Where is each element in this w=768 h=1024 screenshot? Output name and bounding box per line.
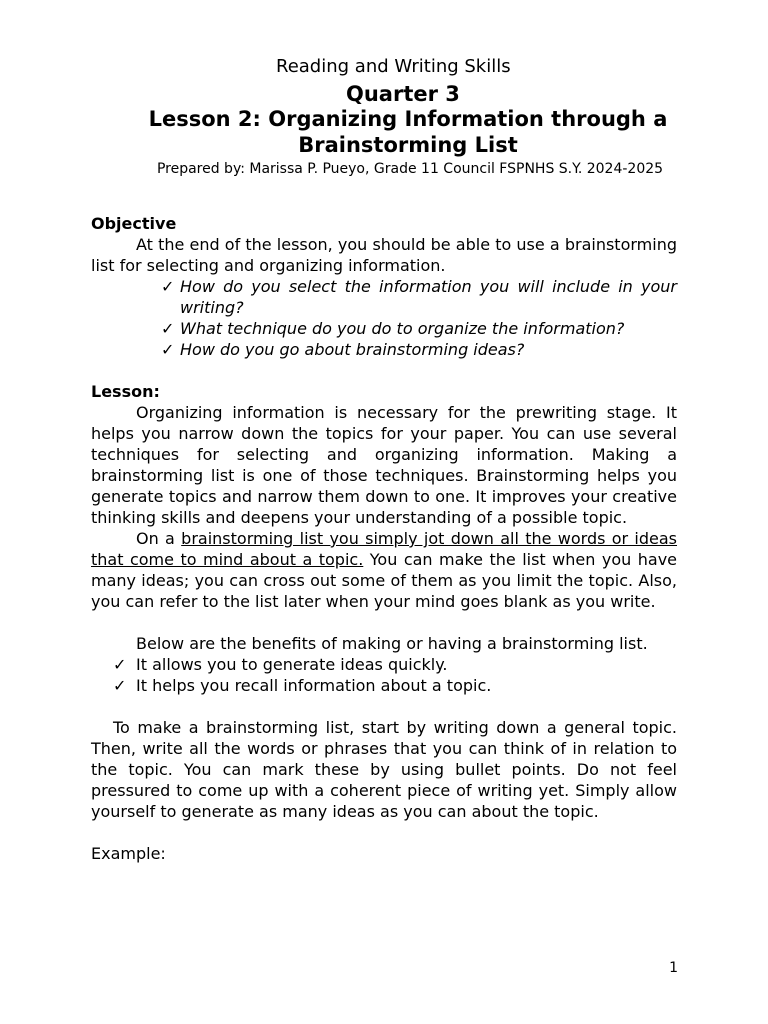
list-item: ✓ It helps you recall information about a topic. [113, 676, 492, 695]
check-icon: ✓ [161, 340, 175, 359]
benefits-list [91, 654, 677, 696]
check-icon: ✓ [161, 277, 175, 296]
check-icon: ✓ [161, 319, 175, 338]
objective-text: At the end of the lesson, you should be able to use a brainstorming list for selecting and organizing information. [91, 235, 677, 275]
document-body [91, 213, 677, 864]
lesson-paragraph-2: On a brainstorming list you simply jot down all the words or ideas that come to mind about a topic. You can make the list when you have many ideas; you can cross out some of them as you limit the topic. Also, you can refer to the list later when your mind goes blank as you write. [91, 529, 678, 611]
list-item: ✓ It allows you to generate ideas quickly. [113, 655, 448, 674]
page-number: 1 [669, 960, 678, 976]
list-item: ✓ How do you select the information you will include in your writing? [161, 277, 677, 317]
lesson-title: Lesson 2: Organizing Information through a Brainstorming List [148, 107, 668, 157]
quarter-label: Quarter 3 [346, 82, 460, 106]
objective-heading: Objective [91, 214, 177, 233]
list-item: ✓ What technique do you do to organize the information? [161, 319, 625, 338]
lesson-paragraph-1: Organizing information is necessary for the prewriting stage. It helps you narrow down the topics for your paper. You can use several techniques for selecting and organizing information. Making a brainstorming list is one of those techniques. Brainstorming helps you generate topics and narrow them down to one. It improves your creative thinking skills and deepens your understanding of a possible topic. [91, 403, 677, 527]
lesson-heading: Lesson: [91, 382, 160, 401]
check-icon: ✓ [113, 676, 127, 695]
list-item: ✓ How do you go about brainstorming ideas? [161, 340, 525, 359]
example-label: Example: [91, 844, 166, 863]
key-definition: brainstorming list you simply jot down all the words or ideas that come to mind about a topic. [91, 529, 678, 569]
prepared-by: Prepared by: Marissa P. Pueyo, Grade 11 Council FSPNHS S.Y. 2024-2025 [156, 161, 664, 177]
lesson-paragraph-3: Below are the benefits of making or having a brainstorming list. [136, 634, 648, 653]
check-icon: ✓ [113, 655, 127, 674]
lesson-paragraph-4: To make a brainstorming list, start by writing down a general topic. Then, write all the words or phrases that you can think of in relation to the topic. You can mark these by using bullet points. Do not feel pressured to come up with a coherent piece of writing yet. Simply allow yourself to generate as many ideas as you can about the topic. [91, 718, 677, 821]
course-title: Reading and Writing Skills [276, 56, 511, 77]
objective-questions [91, 276, 677, 360]
